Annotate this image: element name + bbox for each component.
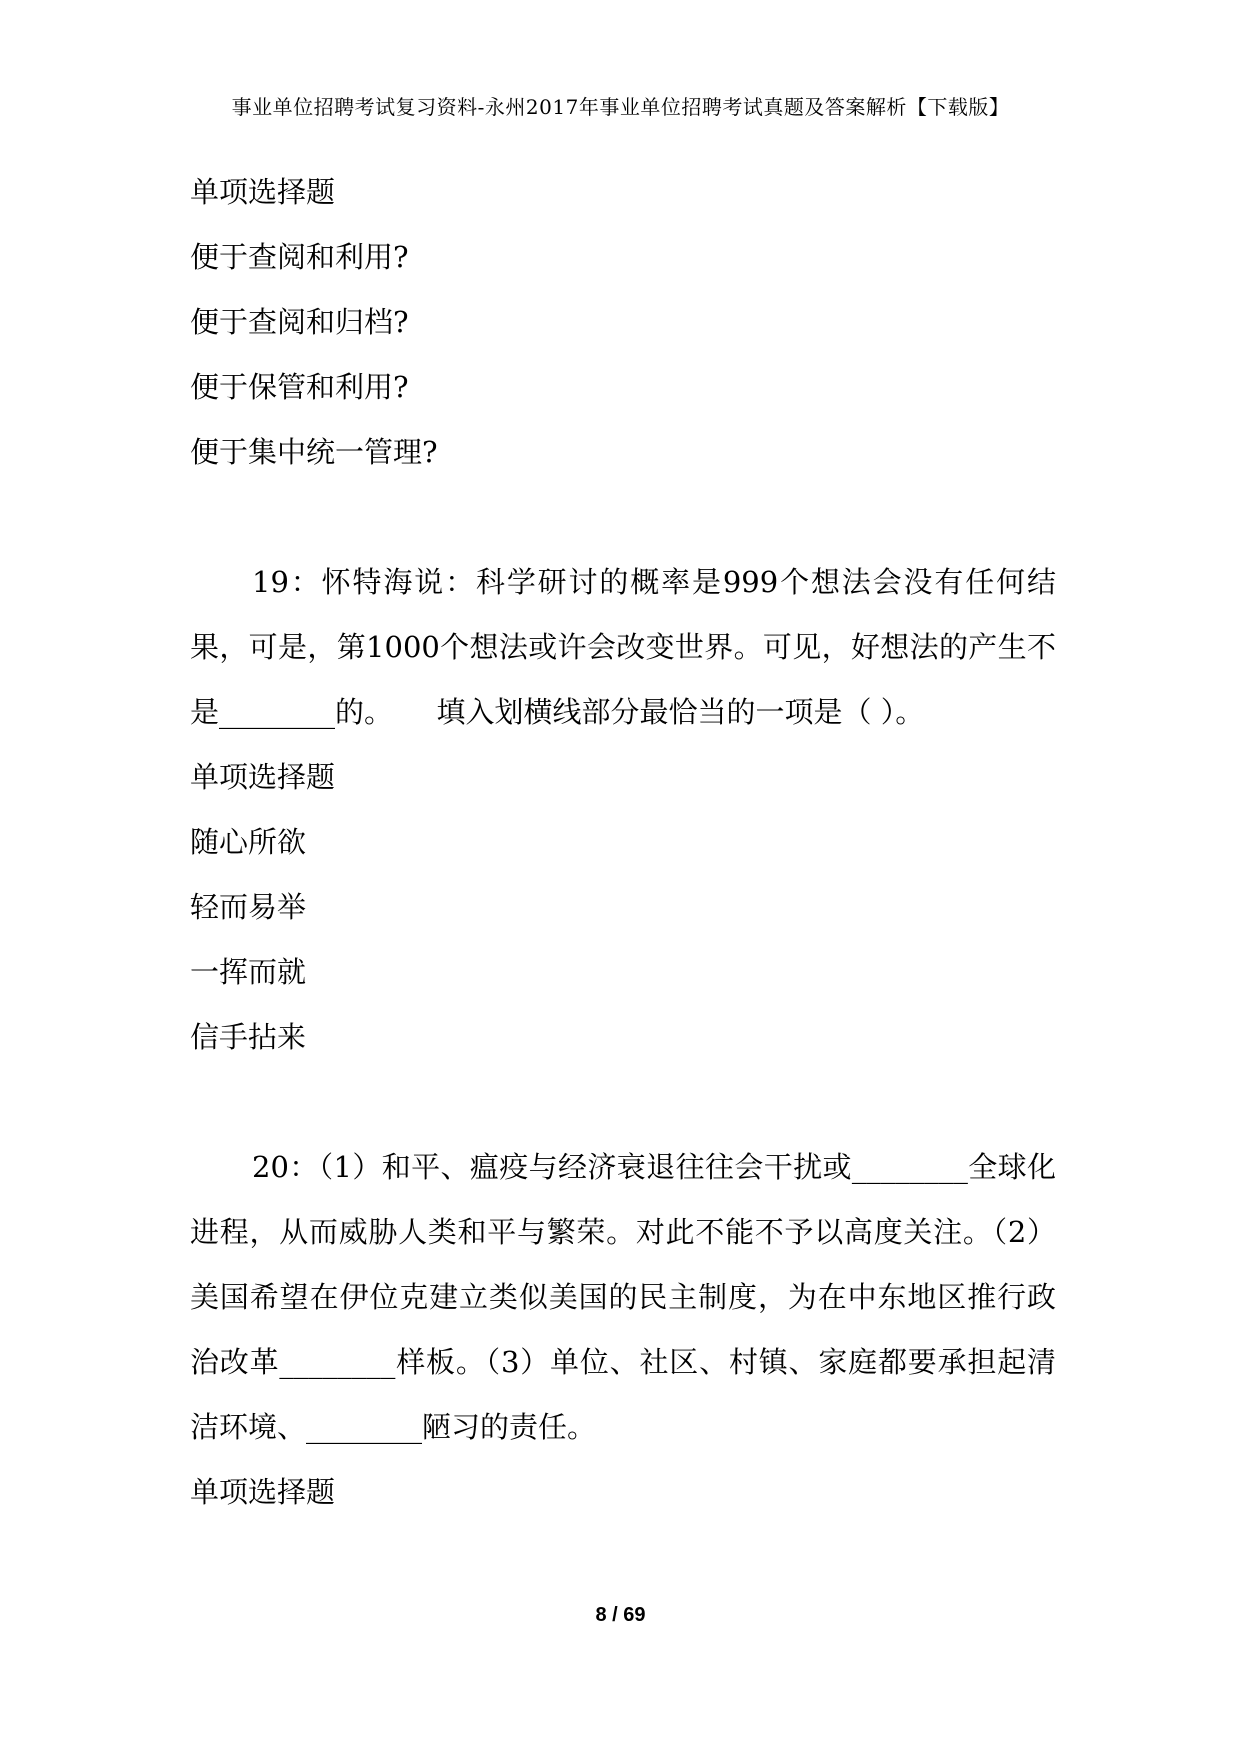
question-19-stem: 19：怀特海说：科学研讨的概率是999个想法会没有任何结果，可是，第1000个想法或许会改变世界。可见，好想法的产生不是________的。 填入划横线部分最恰当的一项是（ ）。 xyxy=(190,565,1056,729)
page-header: 事业单位招聘考试复习资料-永州2017年事业单位招聘考试真题及答案解析【下载版】 xyxy=(231,95,1010,119)
option-c: 便于保管和利用? xyxy=(190,370,409,404)
page-content xyxy=(190,160,1056,1525)
option-d: 信手拈来 xyxy=(190,1020,307,1054)
question-20-stem: 20：（1）和平、瘟疫与经济衰退往往会干扰或________全球化进程，从而威胁人类和平与繁荣。对此不能不予以高度关注。（2）美国希望在伊位克建立类似美国的民主制度，为在中东地区推行政治改革________样板。（3）单位、社区、村镇、家庭都要承担起清洁环境、________陋习的责任。 xyxy=(190,1150,1056,1444)
question-type-label: 单项选择题 xyxy=(190,760,336,794)
option-b: 便于查阅和归档? xyxy=(190,305,409,339)
option-b: 轻而易举 xyxy=(190,890,307,924)
option-a: 便于查阅和利用? xyxy=(190,240,409,274)
page-number: 8 / 69 xyxy=(595,1604,646,1626)
option-c: 一挥而就 xyxy=(190,955,307,989)
question-type-label: 单项选择题 xyxy=(190,175,336,209)
option-d: 便于集中统一管理? xyxy=(190,435,438,469)
question-type-label: 单项选择题 xyxy=(190,1475,336,1509)
option-a: 随心所欲 xyxy=(190,825,307,859)
